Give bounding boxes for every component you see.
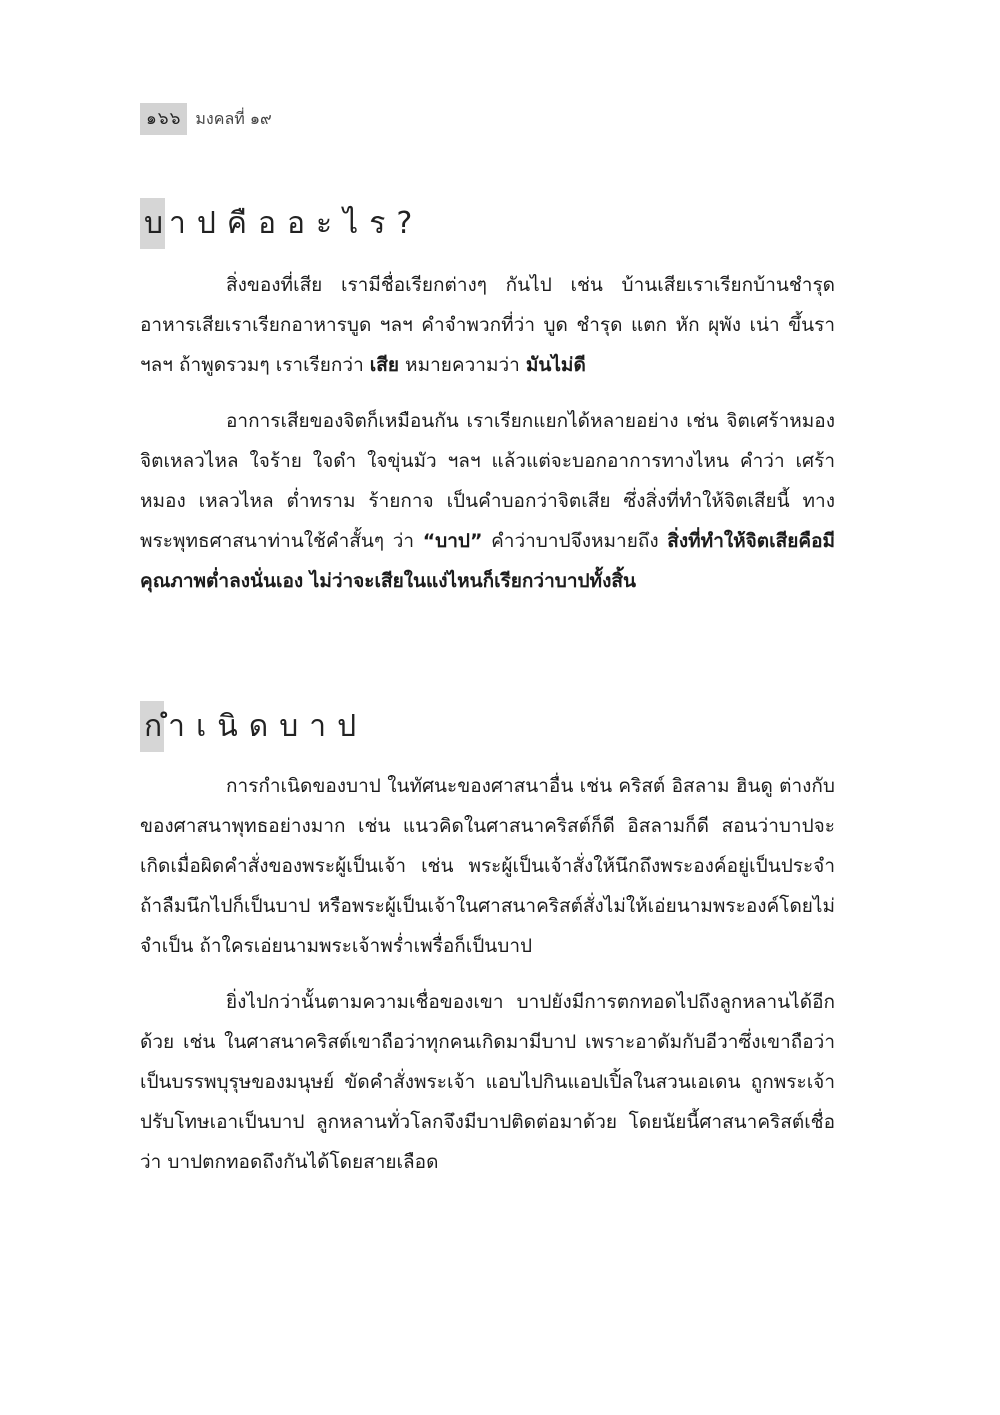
- paragraph-text: อาการเสียของจิตก็เหมือนกัน เราเรียกแยกได้หลายอย่าง เช่น จิตเศร้าหมอง จิตเหลวไหล ใจร้าย ใจดำ ใจขุ่นมัว ฯลฯ แล้วแต่จะบอกอาการทางไหน คำว่า เศร้าหมอง เหลวไหล ต่ำทราม ร้ายกาจ เป็นคำบอกว่าจิตเสีย ซึ่งสิ่งที่ทำให้จิตเสียนี้ ทางพระพุทธศาสนาท่านใช้คำสั้นๆ ว่า: [140, 410, 835, 552]
- paragraph-text: หมายความว่า: [399, 354, 526, 376]
- bold-term: เสีย: [369, 354, 400, 376]
- section-heading: [140, 198, 835, 249]
- bold-term: “บาป”: [422, 530, 483, 552]
- paragraph: การกำเนิดของบาป ในทัศนะของศาสนาอื่น เช่น คริสต์ อิสลาม ฮินดู ต่างกับของศาสนาพุทธอย่างมาก เช่น แนวคิดในศาสนาคริสต์ก็ดี อิสลามก็ดี สอนว่าบาปจะเกิดเมื่อผิดคำสั่งของพระผู้เป็นเจ้า เช่น พระผู้เป็นเจ้าสั่งให้นึกถึงพระองค์อยู่เป็นประจำ ถ้าลืมนึกไปก็เป็นบาป หรือพระผู้เป็นเจ้าในศาสนาคริสต์สั่งไม่ให้เอ่ยนามพระองค์โดยไม่จำเป็น ถ้าใครเอ่ยนามพระเจ้าพร่ำเพรื่อก็เป็นบาป: [140, 775, 835, 957]
- paragraph-text: สิ่งของที่เสีย เรามีชื่อเรียกต่างๆ กันไป เช่น บ้านเสียเราเรียกบ้านชำรุด อาหารเสียเราเรียกอาหารบูด ฯลฯ คำจำพวกที่ว่า บูด ชำรุด แตก หัก ผุพัง เน่า ขึ้นรา ฯลฯ ถ้าพูดรวมๆ เราเรียกว่า: [140, 274, 835, 376]
- bold-definition: สิ่งที่ทำให้จิตเสียคือมีคุณภาพต่ำลงนั่นเอง ไม่ว่าจะเสียในแง่ไหนก็เรียกว่าบาปทั้งสิ้น: [140, 530, 835, 592]
- heading-text: าปคืออะไร?: [169, 206, 424, 241]
- bold-term: มันไม่ดี: [525, 354, 586, 376]
- heading-initial: บ: [140, 198, 165, 249]
- section-origin-of-sin: [140, 701, 835, 1182]
- paragraph-text: คำว่าบาปจึงหมายถึง: [482, 530, 668, 552]
- heading-initial: ก: [140, 701, 164, 752]
- paragraph: [140, 265, 835, 385]
- heading-text: ำเนิดบาป: [168, 709, 368, 744]
- section-what-is-sin: [140, 198, 835, 601]
- running-title: มงคลที่ ๑๙: [195, 108, 272, 128]
- page-number: ๑๖๖: [140, 103, 187, 135]
- paragraph: [140, 401, 835, 601]
- section-heading: [140, 701, 835, 752]
- paragraph: ยิ่งไปกว่านั้นตามความเชื่อของเขา บาปยังมีการตกทอดไปถึงลูกหลานได้อีกด้วย เช่น ในศาสนาคริสต์เขาถือว่าทุกคนเกิดมามีบาป เพราะอาดัมกับอีวาซึ่งเขาถือว่าเป็นบรรพบุรุษของมนุษย์ ขัดคำสั่งพระเจ้า แอบไปกินแอปเปิ้ลในสวนเอเดน ถูกพระเจ้าปรับโทษเอาเป็นบาป ลูกหลานทั่วโลกจึงมีบาปติดต่อมาด้วย โดยนัยนี้ศาสนาคริสต์เชื่อว่า บาปตกทอดถึงกันได้โดยสายเลือด: [140, 991, 835, 1173]
- page-header: [140, 103, 272, 135]
